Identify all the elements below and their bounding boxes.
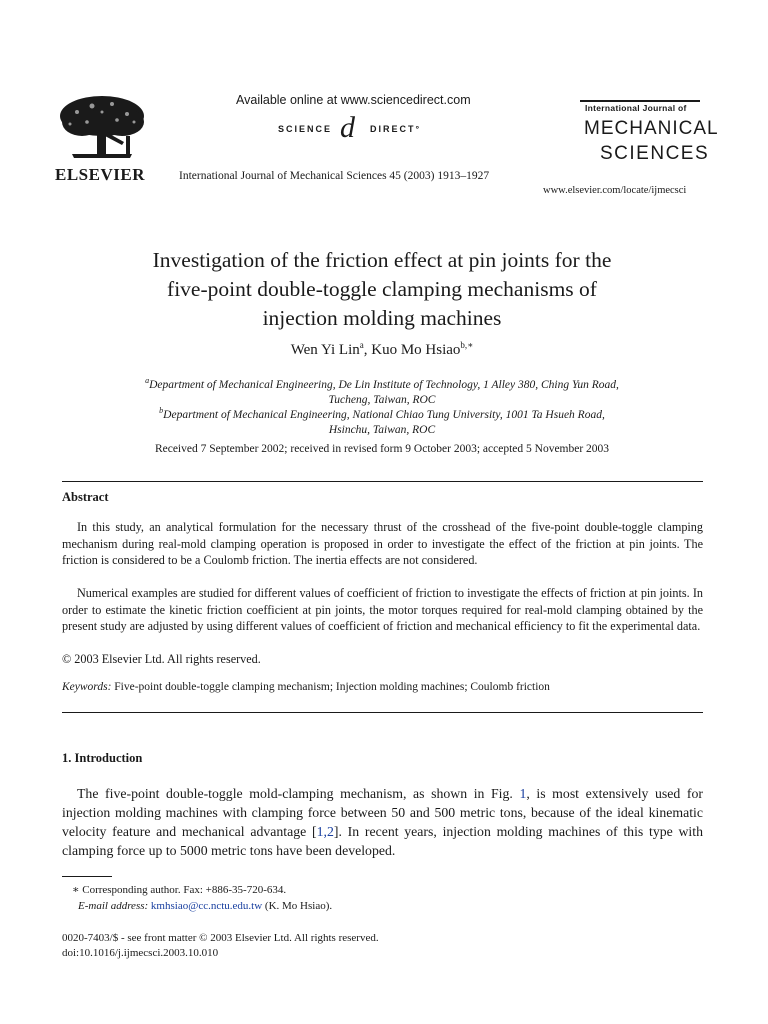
author-separator: , <box>363 342 372 358</box>
author-name: Kuo Mo Hsiao <box>371 342 461 358</box>
intro-text: , is most extensively used for injection molding machines with clamping force between 50 and 500 metric tons, because of the ideal kinematic velocity feature and mechanical advantage [ <box>62 786 703 839</box>
abstract-heading: Abstract <box>62 490 109 504</box>
title-line: injection molding machines <box>262 306 502 330</box>
keywords-line <box>62 681 550 693</box>
available-online-text[interactable]: Available online at www.sciencedirect.com <box>236 93 471 107</box>
affil-mark: a <box>145 376 150 385</box>
email-suffix: (K. Mo Hsiao). <box>262 900 333 912</box>
footnote-mark: ∗ <box>72 884 80 896</box>
journal-citation: International Journal of Mechanical Sciences 45 (2003) 1913–1927 <box>179 170 490 182</box>
divider-top <box>62 481 703 482</box>
affil-line: Hsinchu, Taiwan, ROC <box>328 423 436 436</box>
affil-line: Tucheng, Taiwan, ROC <box>328 393 436 406</box>
publisher-name: ELSEVIER <box>55 165 145 184</box>
author-affil-mark: a <box>359 340 364 350</box>
footnote-corresponding <box>62 883 286 898</box>
footnote-rule <box>62 876 112 877</box>
elsevier-tree-logo <box>52 92 152 162</box>
section-heading: 1. Introduction <box>62 751 143 765</box>
received-dates: Received 7 September 2002; received in revised form 9 October 2003; accepted 5 November 2003 <box>154 443 610 455</box>
journal-logo-top: International Journal of <box>585 103 687 113</box>
title-line: Investigation of the friction effect at pin joints for the <box>152 248 612 272</box>
keywords-label: Keywords: <box>62 681 112 693</box>
abstract-paragraph: In this study, an analytical formulation for the necessary thrust of the crosshead of the five-point double-toggle clamping mechanism during real-mold clamping operation is proposed in order to investigate the effect of the friction at pin joints. The friction is considered to be a Coulomb friction. The inertia effects are not considered. <box>62 520 703 567</box>
copyright-line: © 2003 Elsevier Ltd. All rights reserved. <box>62 652 261 666</box>
author-affil-mark: b,∗ <box>460 340 474 350</box>
citation-ref-link[interactable]: 1,2 <box>316 824 334 839</box>
footnote-text: Corresponding author. Fax: +886-35-720-634. <box>79 884 287 896</box>
affil-mark: b <box>159 406 164 415</box>
intro-paragraph <box>62 784 703 860</box>
abstract-paragraph: Numerical examples are studied for different values of coefficient of friction to investigate the effects of friction at pin joints. In order to estimate the kinetic friction coefficient at pin joints, the motor torques required for real-mold clamping obtained by the present study are adjusted by using different values of coefficient of friction and mechanical efficiency to fit the experimental data. <box>62 586 703 633</box>
sciencedirect-logo[interactable] <box>278 111 438 144</box>
article-title <box>60 246 704 333</box>
intro-text: ]. In recent years, injection molding machines of this type with clamping force up to 5000 metric tons have been developed. <box>62 824 703 858</box>
doi-line[interactable]: doi:10.1016/j.ijmecsci.2003.10.010 <box>62 947 219 959</box>
sd-right-word: DIRECT° <box>370 124 422 134</box>
sd-at-mark: d <box>340 111 355 144</box>
sd-left-word: SCIENCE <box>278 124 333 134</box>
email-link[interactable]: kmhsiao@cc.nctu.edu.tw <box>150 900 263 912</box>
journal-logo-mechanical: MECHANICAL <box>584 118 719 139</box>
figure-ref-link[interactable]: 1 <box>519 786 527 801</box>
divider-bottom <box>62 712 703 713</box>
issn-line: 0020-7403/$ - see front matter © 2003 Elsevier Ltd. All rights reserved. <box>62 932 379 944</box>
footnote-email <box>78 899 332 914</box>
intro-text: The five-point double-toggle mold-clamping mechanism, as shown in Fig. <box>77 786 520 801</box>
author-name: Wen Yi Lin <box>290 342 360 358</box>
keywords-list: Five-point double-toggle clamping mechanism; Injection molding machines; Coulomb friction <box>114 681 550 693</box>
affiliation-b <box>60 403 704 438</box>
journal-logo-sciences: SCIENCES <box>600 143 710 164</box>
journal-url[interactable]: www.elsevier.com/locate/ijmecsci <box>543 185 687 196</box>
affil-line: Department of Mechanical Engineering, National Chiao Tung University, 1001 Ta Hsueh Road, <box>163 408 605 421</box>
author-list <box>60 340 704 359</box>
journal-logo-rule <box>580 100 700 102</box>
email-label: E-mail address: <box>78 900 149 912</box>
affil-line: Department of Mechanical Engineering, De Lin Institute of Technology, 1 Alley 380, Ching Yun Road, <box>149 378 619 391</box>
title-line: five-point double-toggle clamping mechanisms of <box>167 277 597 301</box>
